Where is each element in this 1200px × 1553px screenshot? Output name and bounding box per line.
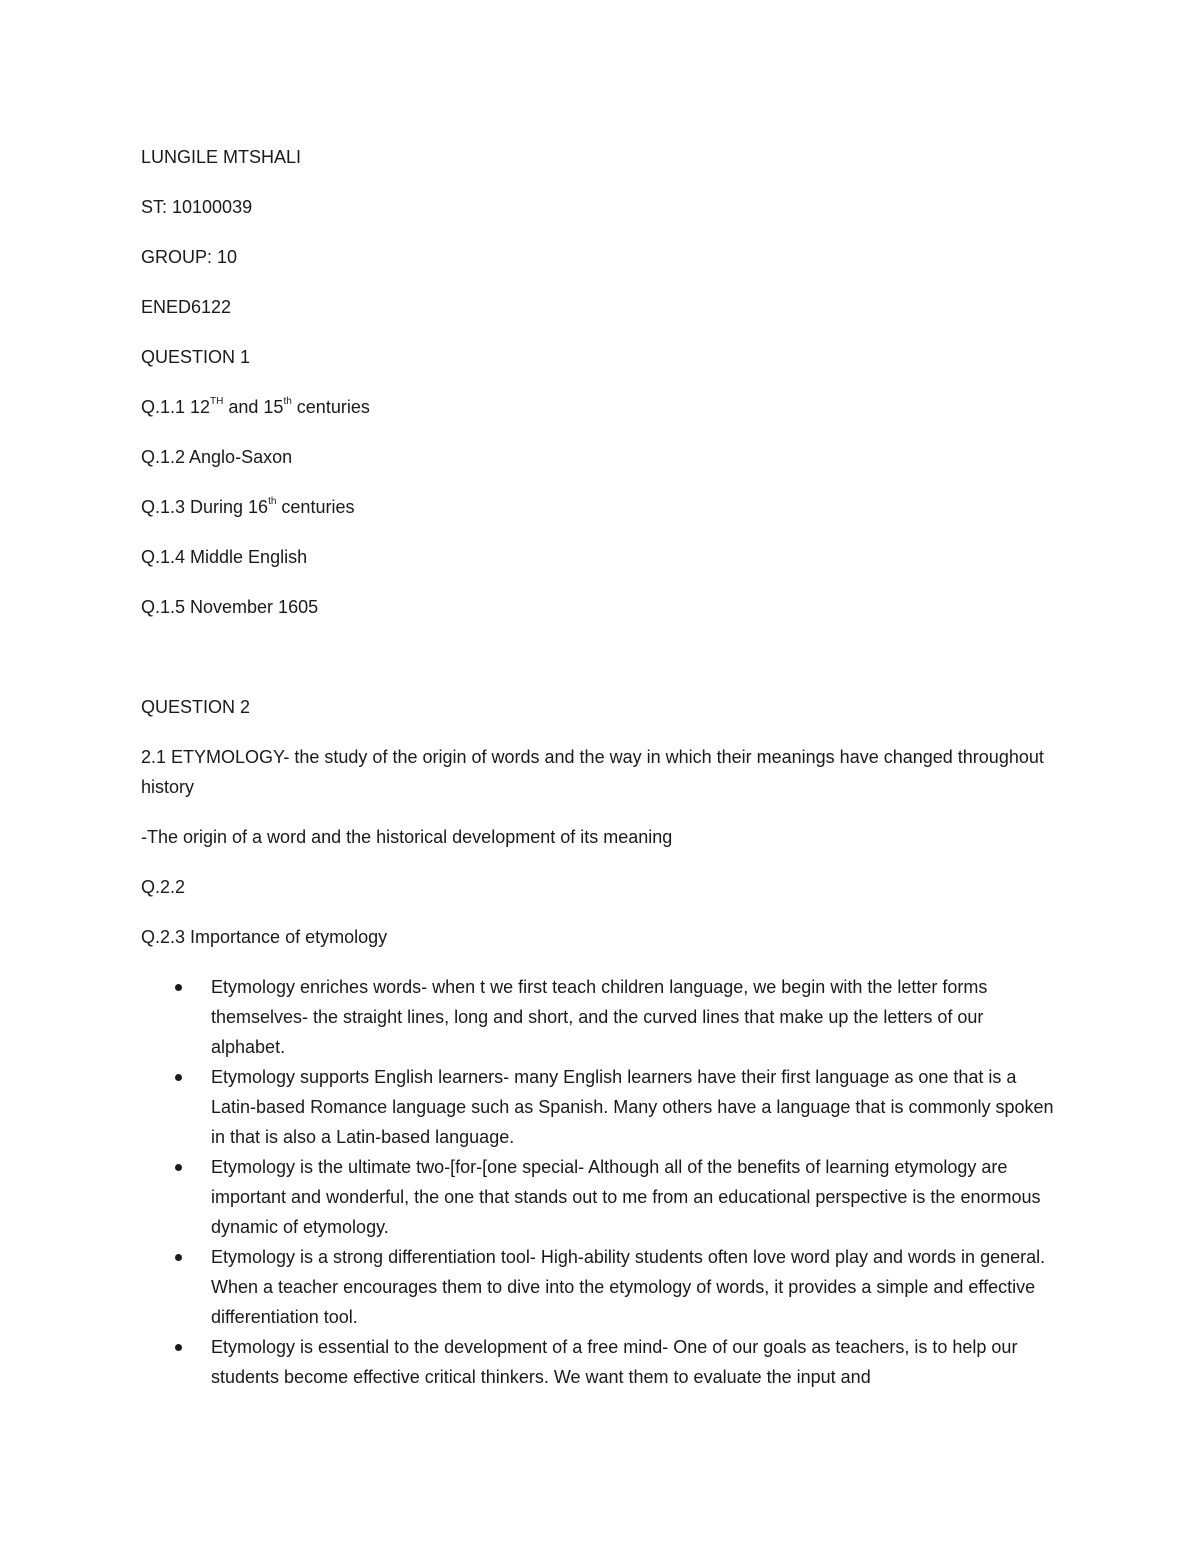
list-item (141, 1062, 1056, 1152)
answer-2-3-heading: Q.2.3 Importance of etymology (141, 927, 388, 947)
bullet-icon (175, 1164, 182, 1171)
student-number: ST: 10100039 (141, 197, 253, 217)
question-1-heading: QUESTION 1 (141, 347, 251, 367)
answer-1-2: Q.1.2 Anglo-Saxon (141, 447, 293, 467)
answer-1-3-sup: th (268, 496, 277, 507)
list-item (141, 1242, 1056, 1332)
answer-1-4: Q.1.4 Middle English (141, 547, 308, 567)
list-item (141, 1332, 1056, 1392)
group-number: GROUP: 10 (141, 247, 238, 267)
answer-1-3-prefix: Q.1.3 During 16 (141, 497, 269, 517)
document-body (141, 142, 1056, 1392)
list-item-text: Etymology is essential to the development of a free mind- One of our goals as teachers, is to help our students become effective critical thinkers. We want them to evaluate the input and (211, 1337, 1018, 1387)
answer-1-3 (141, 492, 1056, 522)
list-item (141, 972, 1056, 1062)
bullet-icon (175, 1074, 182, 1081)
etymology-importance-list (141, 972, 1056, 1392)
student-name: LUNGILE MTSHALI (141, 147, 302, 167)
answer-1-1-sup2: th (283, 396, 292, 407)
bullet-icon (175, 984, 182, 991)
answer-1-1-prefix: Q.1.1 12 (141, 397, 211, 417)
list-item-text: Etymology is a strong differentiation tool- High-ability students often love word play and words in general. When a teacher encourages them to dive into the etymology of words, it provides a simple and effective differentiation tool. (211, 1247, 1046, 1327)
answer-2-1-definition-alt: -The origin of a word and the historical development of its meaning (141, 827, 673, 847)
answer-2-2-label: Q.2.2 (141, 877, 186, 897)
list-item-text: Etymology is the ultimate two-[for-[one special- Although all of the benefits of learning etymology are important and wonderful, the one that stands out to me from an educational perspective is the enormous dynamic of etymology. (211, 1157, 1041, 1237)
section-spacer (141, 642, 1056, 692)
answer-1-1 (141, 392, 1056, 422)
bullet-icon (175, 1344, 182, 1351)
answer-1-1-sup1: TH (210, 396, 224, 407)
question-2-heading: QUESTION 2 (141, 697, 251, 717)
answer-2-1-definition: 2.1 ETYMOLOGY- the study of the origin of words and the way in which their meanings have changed throughout history (141, 747, 1044, 797)
answer-1-1-mid: and 15 (223, 397, 284, 417)
answer-1-5: Q.1.5 November 1605 (141, 597, 319, 617)
answer-1-3-suffix: centuries (276, 497, 355, 517)
answer-1-1-suffix: centuries (291, 397, 370, 417)
list-item (141, 1152, 1056, 1242)
bullet-icon (175, 1254, 182, 1261)
module-code: ENED6122 (141, 297, 232, 317)
list-item-text: Etymology enriches words- when t we first teach children language, we begin with the letter forms themselves- the straight lines, long and short, and the curved lines that make up the letters of our alphabet. (211, 977, 988, 1057)
list-item-text: Etymology supports English learners- many English learners have their first language as one that is a Latin-based Romance language such as Spanish. Many others have a language that is commonly spoken in that is also a Latin-based language. (211, 1067, 1054, 1147)
